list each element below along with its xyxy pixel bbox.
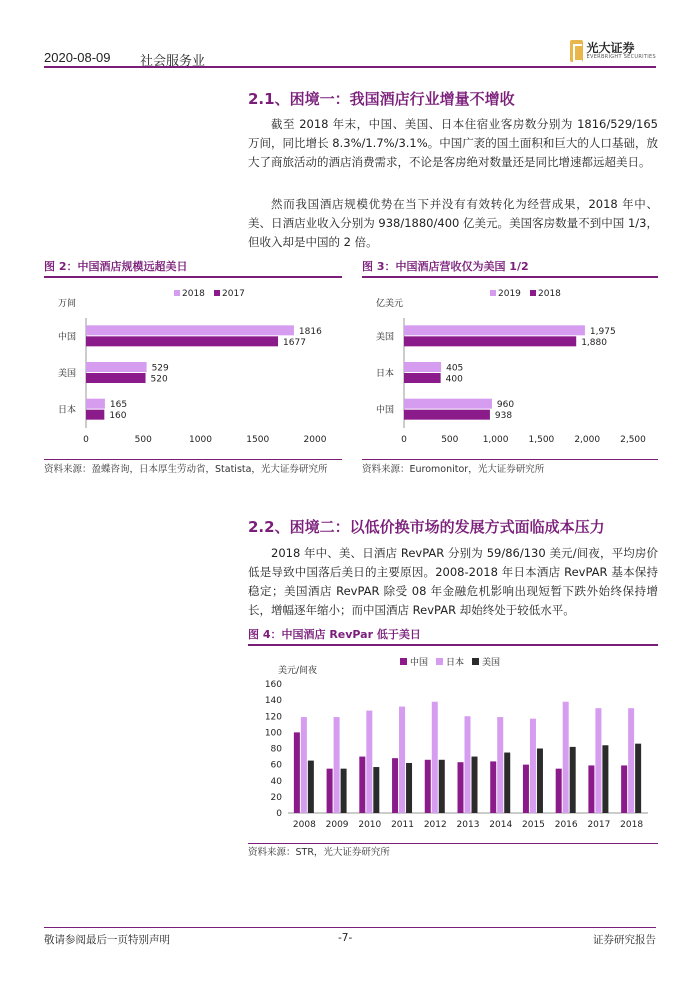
x-tick-label: 2013	[456, 820, 480, 830]
bar	[472, 757, 478, 813]
fig2-bottom-rule	[44, 459, 342, 460]
legend-swatch	[530, 290, 536, 296]
data-label: 1677	[283, 337, 306, 348]
fig2-chart	[44, 280, 342, 455]
bar	[86, 399, 105, 409]
data-label: 400	[445, 374, 463, 385]
bar	[621, 765, 627, 813]
legend-swatch	[436, 658, 443, 665]
x-tick-label: 2016	[554, 820, 578, 830]
fig3-source: 资料来源：Euromonitor，光大证券研究所	[362, 464, 545, 475]
category-label: 日本	[57, 405, 76, 416]
legend-label: 2017	[222, 289, 245, 299]
data-label: 405	[446, 363, 464, 374]
legend-label: 中国	[410, 658, 429, 668]
fig4-bottom-rule	[248, 843, 658, 844]
x-tick-label: 2008	[292, 820, 316, 830]
category-label: 日本	[375, 369, 394, 379]
category-label: 中国	[375, 405, 394, 416]
fig3-rule	[362, 276, 658, 278]
x-tick-label: 0	[401, 435, 407, 445]
logo-mark-icon	[570, 40, 583, 62]
x-tick-label: 1500	[246, 435, 270, 445]
y-tick-label: 120	[264, 712, 282, 723]
bar	[465, 716, 471, 813]
bar	[595, 708, 601, 813]
legend-label: 2018	[182, 289, 205, 299]
bar	[301, 717, 307, 813]
bar	[563, 702, 569, 813]
bar	[530, 719, 536, 813]
x-tick-label: 500	[441, 435, 459, 445]
x-tick-label: 0	[83, 435, 89, 445]
x-tick-label: 2015	[522, 820, 545, 830]
bar	[373, 767, 379, 813]
y-tick-label: 160	[264, 680, 282, 690]
bar	[404, 336, 576, 346]
legend-label: 2019	[498, 289, 521, 299]
x-tick-label: 2014	[489, 820, 513, 830]
bar	[86, 373, 146, 383]
x-tick-label: 2000	[303, 435, 327, 445]
bar	[404, 399, 492, 409]
bar	[404, 362, 441, 372]
legend-swatch	[400, 658, 407, 665]
footer-disclaimer: 敬请参阅最后一页特别声明	[44, 934, 170, 946]
bar	[556, 769, 562, 813]
y-tick-label: 80	[270, 744, 282, 755]
bar	[404, 325, 585, 335]
y-tick-label: 100	[264, 728, 282, 739]
report-date: 2020-08-09	[44, 50, 111, 65]
company-logo	[570, 40, 656, 62]
bar	[392, 758, 398, 813]
bar	[334, 717, 340, 813]
bar	[399, 707, 405, 813]
y-tick-label: 140	[264, 696, 282, 707]
legend-swatch	[214, 290, 220, 296]
category-label: 美国	[375, 332, 394, 343]
y-tick-label: 0	[276, 809, 282, 819]
bar	[458, 762, 464, 813]
x-tick-label: 2010	[358, 820, 382, 830]
legend-label: 美国	[482, 658, 501, 668]
x-tick-label: 2017	[587, 820, 611, 830]
bar	[497, 717, 503, 813]
data-label: 1816	[298, 326, 322, 337]
data-label: 1,880	[581, 337, 607, 348]
x-tick-label: 1000	[189, 435, 212, 445]
axis-unit-label: 万间	[58, 299, 77, 309]
data-label: 960	[496, 400, 515, 411]
legend-label: 2018	[538, 289, 561, 299]
fig3-bottom-rule	[362, 459, 658, 460]
x-tick-label: 2011	[391, 820, 414, 830]
fig2-caption: 图 2：中国酒店规模远超美日	[44, 260, 188, 273]
bar	[570, 747, 576, 813]
x-tick-label: 2018	[620, 820, 644, 830]
bar	[359, 757, 365, 813]
logo-en: EVERBRIGHT SECURITIES	[586, 54, 656, 60]
bar	[86, 336, 278, 346]
bar	[537, 749, 543, 814]
data-label: 1,975	[589, 326, 616, 337]
legend-swatch	[174, 290, 180, 296]
x-tick-label: 500	[134, 435, 152, 445]
bar	[439, 760, 445, 813]
bar	[327, 769, 333, 813]
data-label: 165	[109, 400, 128, 411]
section1-title: 2.1、困境一：我国酒店行业增量不增收	[248, 90, 515, 108]
legend-label: 日本	[446, 658, 465, 668]
section2-title: 2.2、困境二：以低价换市场的发展方式面临成本压力	[248, 518, 605, 536]
bar	[523, 765, 529, 813]
page-header	[44, 41, 656, 69]
data-label: 160	[109, 411, 127, 422]
bar	[635, 744, 641, 813]
bar	[628, 708, 634, 813]
y-tick-label: 20	[270, 792, 282, 803]
data-label: 938	[494, 411, 513, 422]
data-label: 529	[151, 363, 169, 374]
bar	[602, 745, 608, 813]
report-sector: 社会服务业	[140, 54, 206, 69]
bar	[366, 711, 372, 813]
x-tick-label: 2,500	[620, 435, 646, 445]
bar	[425, 760, 431, 813]
bar	[341, 769, 347, 813]
logo-name: 光大证券	[586, 41, 635, 55]
bar	[588, 765, 594, 813]
x-tick-label: 2,000	[574, 435, 601, 445]
section1-para2: 然而我国酒店规模优势在当下并没有有效转化为经营成果，2018 年中、美、日酒店业收入分别为 938/1880/400 亿美元。美国客房数量不到中国 1/3，但收入却是中国的 2 倍。	[248, 197, 658, 249]
fig4-source: 资料来源：STR，光大证券研究所	[248, 847, 390, 858]
category-label: 美国	[57, 369, 76, 379]
legend-swatch	[472, 658, 479, 665]
footer-report-type: 证券研究报告	[593, 934, 656, 946]
y-tick-label: 60	[270, 760, 282, 771]
bar	[404, 410, 490, 420]
bar	[308, 761, 314, 813]
fig3-caption: 图 3：中国酒店营收仅为美国 1/2	[362, 260, 529, 273]
legend-swatch	[490, 290, 496, 296]
category-label: 中国	[57, 332, 76, 343]
x-tick-label: 2012	[423, 820, 447, 830]
x-tick-label: 1,000	[482, 435, 509, 445]
bar	[86, 325, 294, 335]
bar	[504, 753, 510, 813]
bar	[404, 373, 441, 383]
fig4-chart	[248, 648, 658, 838]
fig4-rule	[248, 644, 658, 646]
axis-unit-label: 亿美元	[376, 299, 404, 309]
fig4-caption: 图 4：中国酒店 RevPar 低于美日	[248, 628, 421, 641]
footer-rule	[44, 927, 656, 928]
page-number: -7-	[338, 932, 353, 944]
y-tick-label: 40	[270, 776, 282, 787]
section2-para1: 2018 年中、美、日酒店 RevPAR 分别为 59/86/130 美元/间夜，平均房价低是导致中国落后美日的主要原因。2008-2018 年日本酒店 RevPAR 基本保持稳定；美国酒店 RevPAR 除受 08 年金融危机影响出现短暂下跌外始终保持增长，增幅逐年缩小；而中国酒店 RevPAR 却始终处于较低水平。	[248, 546, 658, 617]
bar	[86, 410, 104, 420]
bar	[86, 362, 147, 372]
fig2-rule	[44, 276, 342, 278]
fig3-chart	[362, 280, 658, 455]
section1-para1: 截至 2018 年末，中国、美国、日本住宿业客房数分别为 1816/529/165 万间，同比增长 8.3%/1.7%/3.1%。中国广袤的国土面积和巨大的人口基础，放大了商旅活动的酒店消费需求，不论是客房绝对数量还是同比增速都远超美日。	[248, 117, 658, 169]
bar	[490, 761, 496, 813]
fig2-source: 资料来源：盈蝶咨询，日本厚生劳动省，Statista，光大证券研究所	[44, 464, 328, 475]
bar	[294, 732, 300, 813]
x-tick-label: 1,500	[528, 435, 555, 445]
x-tick-label: 2009	[325, 820, 349, 830]
axis-unit-label: 美元/间夜	[278, 666, 318, 676]
bar	[406, 763, 412, 813]
data-label: 520	[150, 374, 168, 385]
bar	[432, 702, 438, 813]
